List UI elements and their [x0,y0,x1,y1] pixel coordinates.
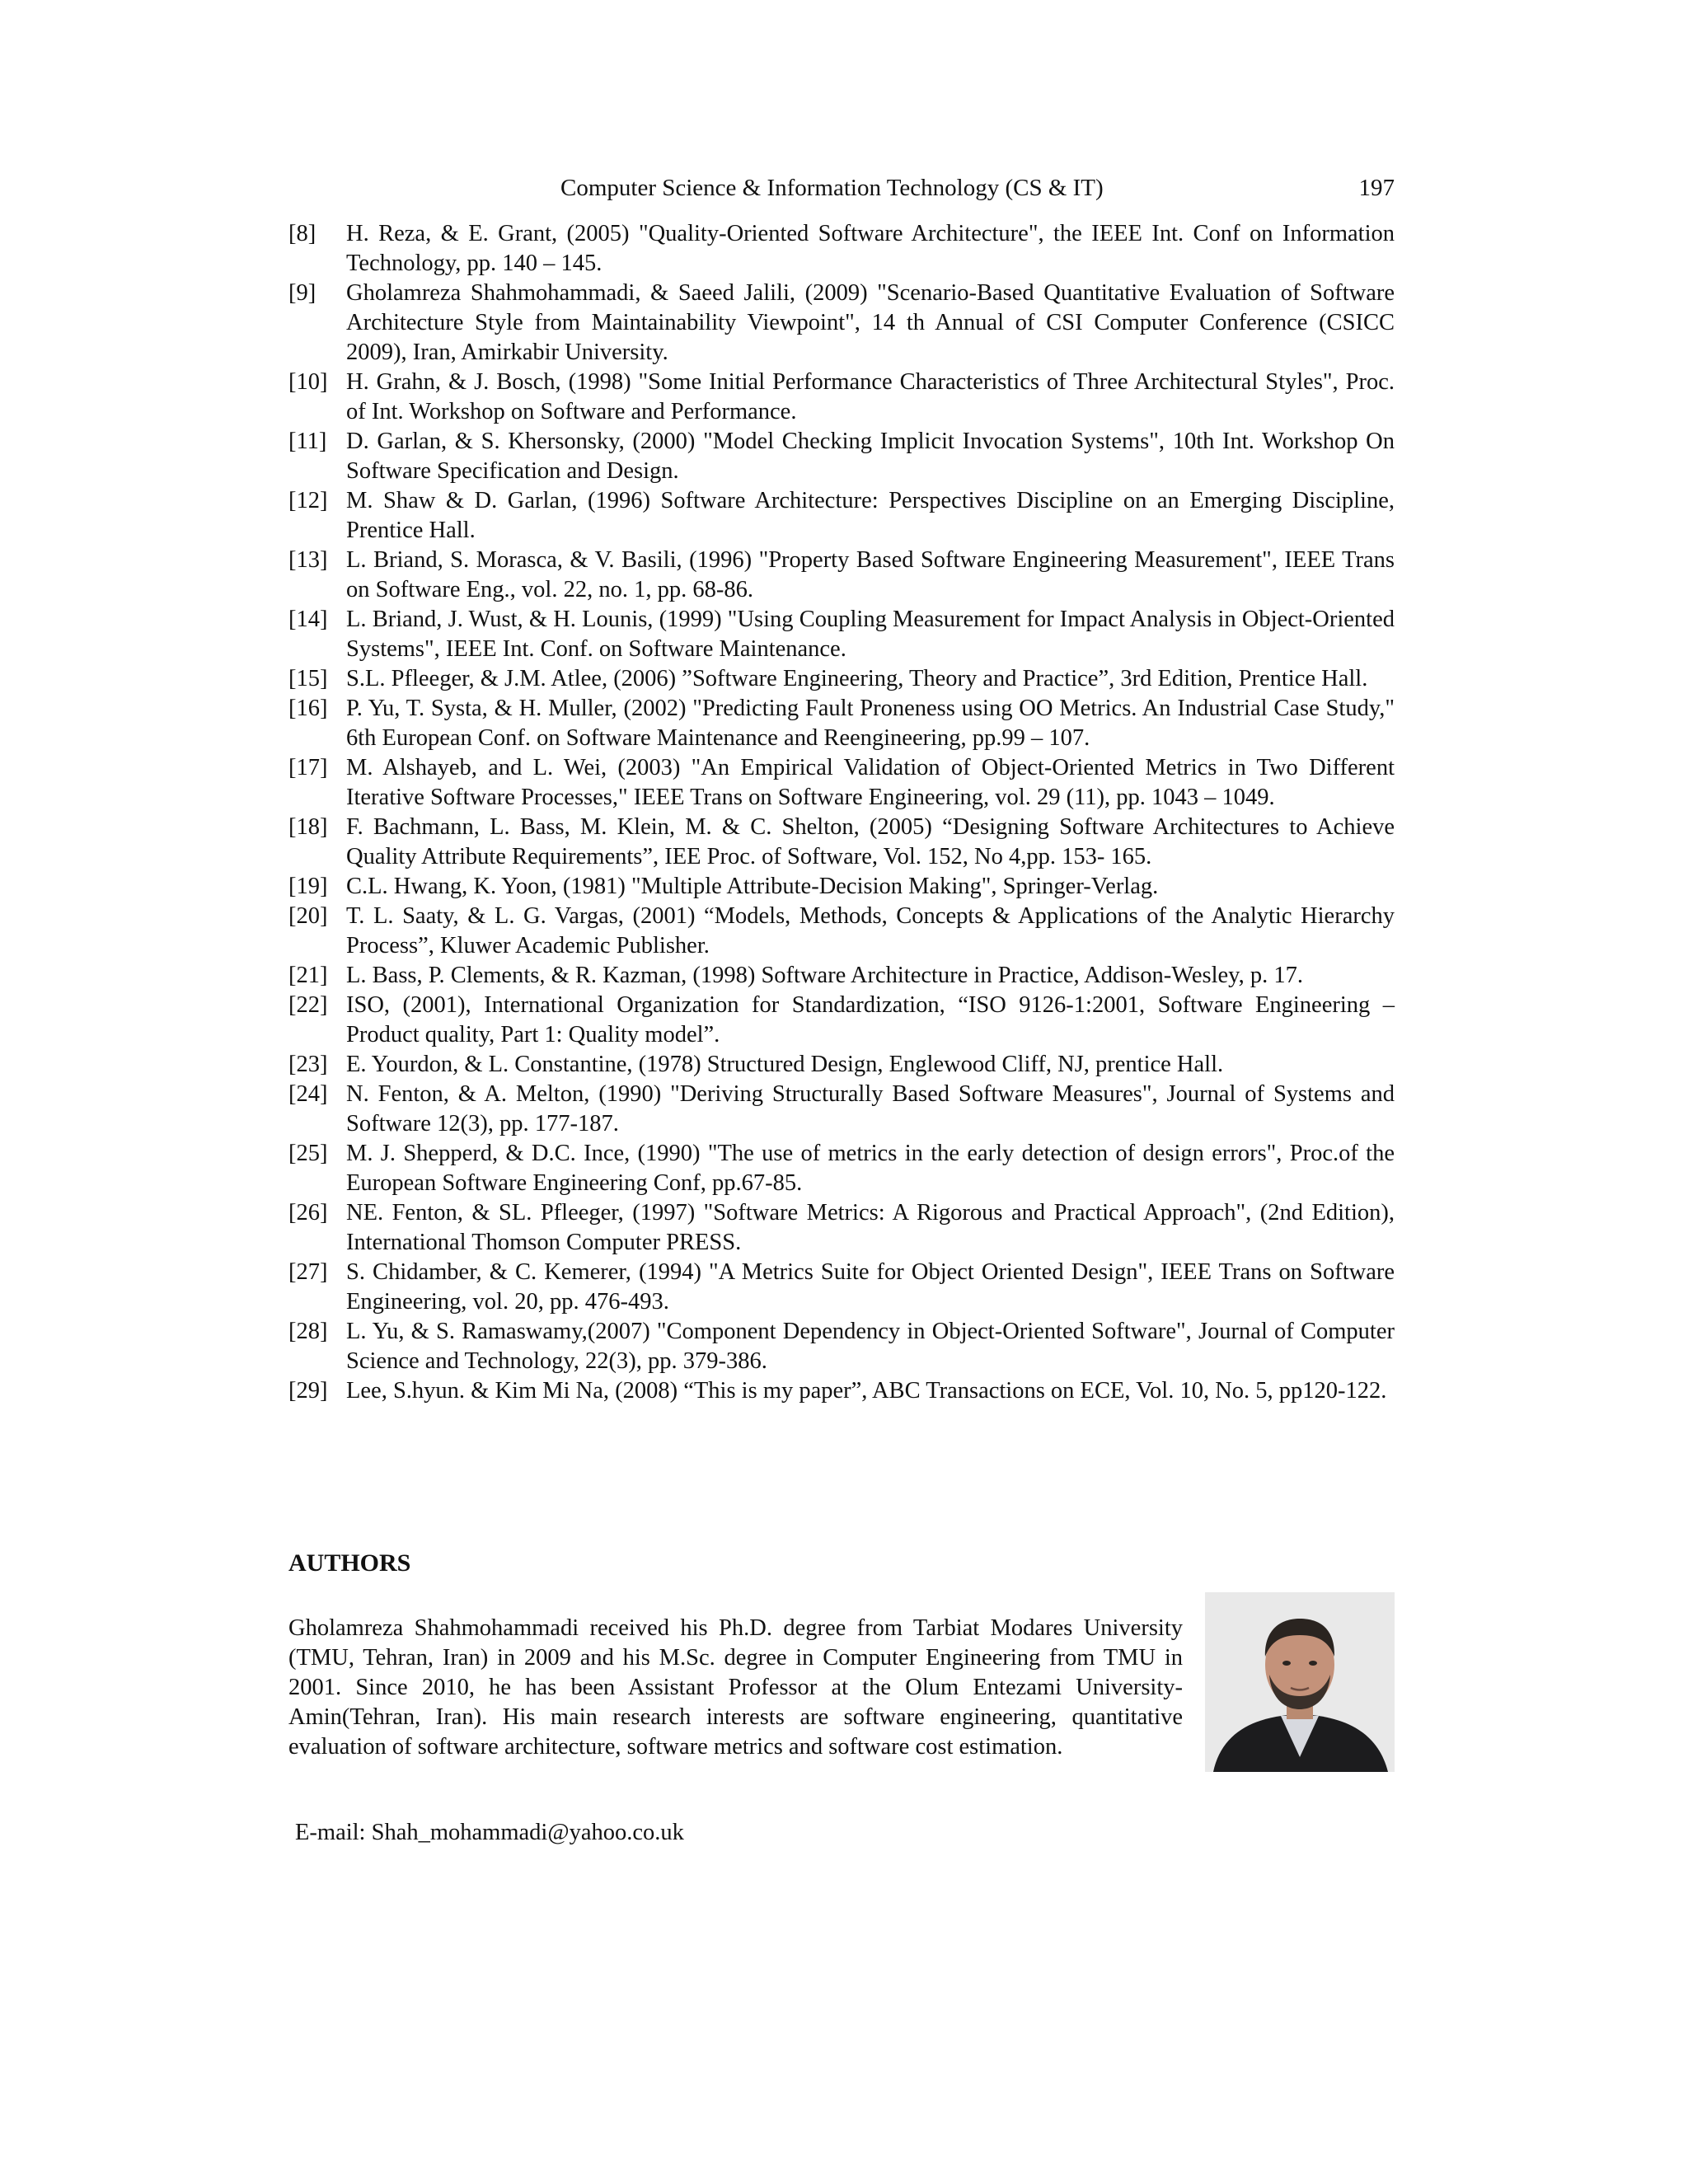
reference-item [288,872,1395,902]
reference-item [288,1080,1395,1139]
reference-item [288,279,1395,368]
reference-item [288,605,1395,664]
reference-text: H. Reza, & E. Grant, (2005) "Quality-Oriented Software Architecture", the IEEE Int. Conf on Information Technology, pp. 140 – 145. [346,221,1395,276]
reference-number: [11] [288,429,327,454]
authors-heading: AUTHORS [288,1549,411,1577]
journal-title: Computer Science & Information Technology (CS & IT) [560,175,1104,201]
reference-text: N. Fenton, & A. Melton, (1990) "Deriving Structurally Based Software Measures", Journal of Systems and Software 12(3), pp. 177-187. [346,1081,1395,1137]
reference-text: T. L. Saaty, & L. G. Vargas, (2001) “Models, Methods, Concepts & Applications of the Analytic Hierarchy Process”, Kluwer Academic Publisher. [346,903,1395,958]
reference-number: [14] [288,607,328,632]
reference-number: [13] [288,547,328,573]
reference-item [288,1198,1395,1258]
reference-text: L. Yu, & S. Ramaswamy,(2007) "Component Dependency in Object-Oriented Software", Journal of Computer Science and Technology, 22(3), pp. 379-386. [346,1319,1395,1374]
reference-text: P. Yu, T. Systa, & H. Muller, (2002) "Predicting Fault Proneness using OO Metrics. An Industrial Case Study," 6th European Conf. on Software Maintenance and Reengineering, pp.99 – 107. [346,696,1395,751]
reference-item [288,368,1395,427]
reference-number: [15] [288,666,328,691]
reference-text: ISO, (2001), International Organization for Standardization, “ISO 9126-1:2001, Software Engineering – Product quality, Part 1: Quality model”. [346,992,1395,1047]
reference-text: L. Briand, J. Wust, & H. Lounis, (1999) "Using Coupling Measurement for Impact Analysis in Object-Oriented Systems", IEEE Int. Conf. on Software Maintenance. [346,607,1395,662]
reference-number: [28] [288,1319,328,1344]
reference-item [288,902,1395,961]
reference-list [288,219,1395,1406]
author-photo [1205,1592,1395,1772]
running-header [288,171,1395,204]
reference-number: [18] [288,814,328,840]
reference-number: [29] [288,1378,328,1404]
reference-number: [12] [288,488,328,513]
reference-number: [19] [288,874,328,899]
reference-number: [8] [288,221,316,246]
reference-text: Gholamreza Shahmohammadi, & Saeed Jalili, (2009) "Scenario-Based Quantitative Evaluation of Software Architecture Style from Maintainability Viewpoint", 14 th Annual of CSI Computer Conference (CSICC 2009), Iran, Amirkabir University. [346,280,1395,365]
reference-number: [20] [288,903,328,929]
reference-item [288,1317,1395,1376]
reference-number: [27] [288,1259,328,1285]
reference-number: [22] [288,992,328,1018]
reference-item [288,1376,1395,1406]
reference-text: E. Yourdon, & L. Constantine, (1978) Structured Design, Englewood Cliff, NJ, prentice Hall. [346,1052,1224,1077]
reference-item [288,694,1395,753]
reference-text: D. Garlan, & S. Khersonsky, (2000) "Model Checking Implicit Invocation Systems", 10th Int. Workshop On Software Specification and Design. [346,429,1395,484]
reference-number: [16] [288,696,328,721]
reference-text: M. Alshayeb, and L. Wei, (2003) "An Empirical Validation of Object-Oriented Metrics in Two Different Iterative Software Processes," IEEE Trans on Software Engineering, vol. 29 (11), pp. 1043 – 1049. [346,755,1395,810]
reference-item [288,813,1395,872]
reference-number: [25] [288,1141,328,1166]
reference-number: [10] [288,369,328,395]
reference-item [288,486,1395,546]
reference-item [288,991,1395,1050]
author-email: E-mail: Shah_mohammadi@yahoo.co.uk [295,1820,684,1845]
reference-text: H. Grahn, & J. Bosch, (1998) "Some Initial Performance Characteristics of Three Architectural Styles", Proc. of Int. Workshop on Software and Performance. [346,369,1395,424]
reference-item [288,664,1395,694]
reference-text: L. Bass, P. Clements, & R. Kazman, (1998) Software Architecture in Practice, Addison-Wesley, p. 17. [346,963,1303,988]
reference-item [288,219,1395,279]
reference-text: M. J. Shepperd, & D.C. Ince, (1990) "The use of metrics in the early detection of design errors", Proc.of the European Software Engineering Conf, pp.67-85. [346,1141,1395,1196]
reference-item [288,961,1395,991]
reference-text: Lee, S.hyun. & Kim Mi Na, (2008) “This is my paper”, ABC Transactions on ECE, Vol. 10, No. 5, pp120-122. [346,1378,1387,1404]
reference-item [288,427,1395,486]
reference-text: S. Chidamber, & C. Kemerer, (1994) "A Metrics Suite for Object Oriented Design", IEEE Trans on Software Engineering, vol. 20, pp. 476-493. [346,1259,1395,1315]
reference-item [288,546,1395,605]
page-number: 197 [1358,175,1395,201]
reference-text: C.L. Hwang, K. Yoon, (1981) "Multiple Attribute-Decision Making", Springer-Verlag. [346,874,1159,899]
reference-text: S.L. Pfleeger, & J.M. Atlee, (2006) ”Software Engineering, Theory and Practice”, 3rd Edition, Prentice Hall. [346,666,1368,691]
author-bio: Gholamreza Shahmohammadi received his Ph.D. degree from Tarbiat Modares University (TMU, Tehran, Iran) in 2009 and his M.Sc. degree in Computer Engineering from TMU in 2001. Since 2010, he has been Assistant Professor at the Olum Entezami University-Amin(Tehran, Iran). His main research interests are software engineering, quantitative evaluation of software architecture, software metrics and software cost estimation. [288,1615,1183,1760]
reference-number: [17] [288,755,328,780]
reference-number: [9] [288,280,316,306]
reference-number: [21] [288,963,328,988]
reference-item [288,1258,1395,1317]
reference-number: [24] [288,1081,328,1107]
reference-item [288,1050,1395,1080]
reference-text: M. Shaw & D. Garlan, (1996) Software Architecture: Perspectives Discipline on an Emerging Discipline, Prentice Hall. [346,488,1395,543]
reference-text: F. Bachmann, L. Bass, M. Klein, M. & C. Shelton, (2005) “Designing Software Architectures to Achieve Quality Attribute Requirements”, IEE Proc. of Software, Vol. 152, No 4,pp. 153- 165. [346,814,1395,869]
reference-item [288,1139,1395,1198]
reference-item [288,753,1395,813]
reference-number: [23] [288,1052,328,1077]
reference-text: NE. Fenton, & SL. Pfleeger, (1997) "Software Metrics: A Rigorous and Practical Approach", (2nd Edition), International Thomson Computer PRESS. [346,1200,1395,1255]
reference-text: L. Briand, S. Morasca, & V. Basili, (1996) "Property Based Software Engineering Measurement", IEEE Trans on Software Eng., vol. 22, no. 1, pp. 68-86. [346,547,1395,602]
reference-number: [26] [288,1200,328,1226]
